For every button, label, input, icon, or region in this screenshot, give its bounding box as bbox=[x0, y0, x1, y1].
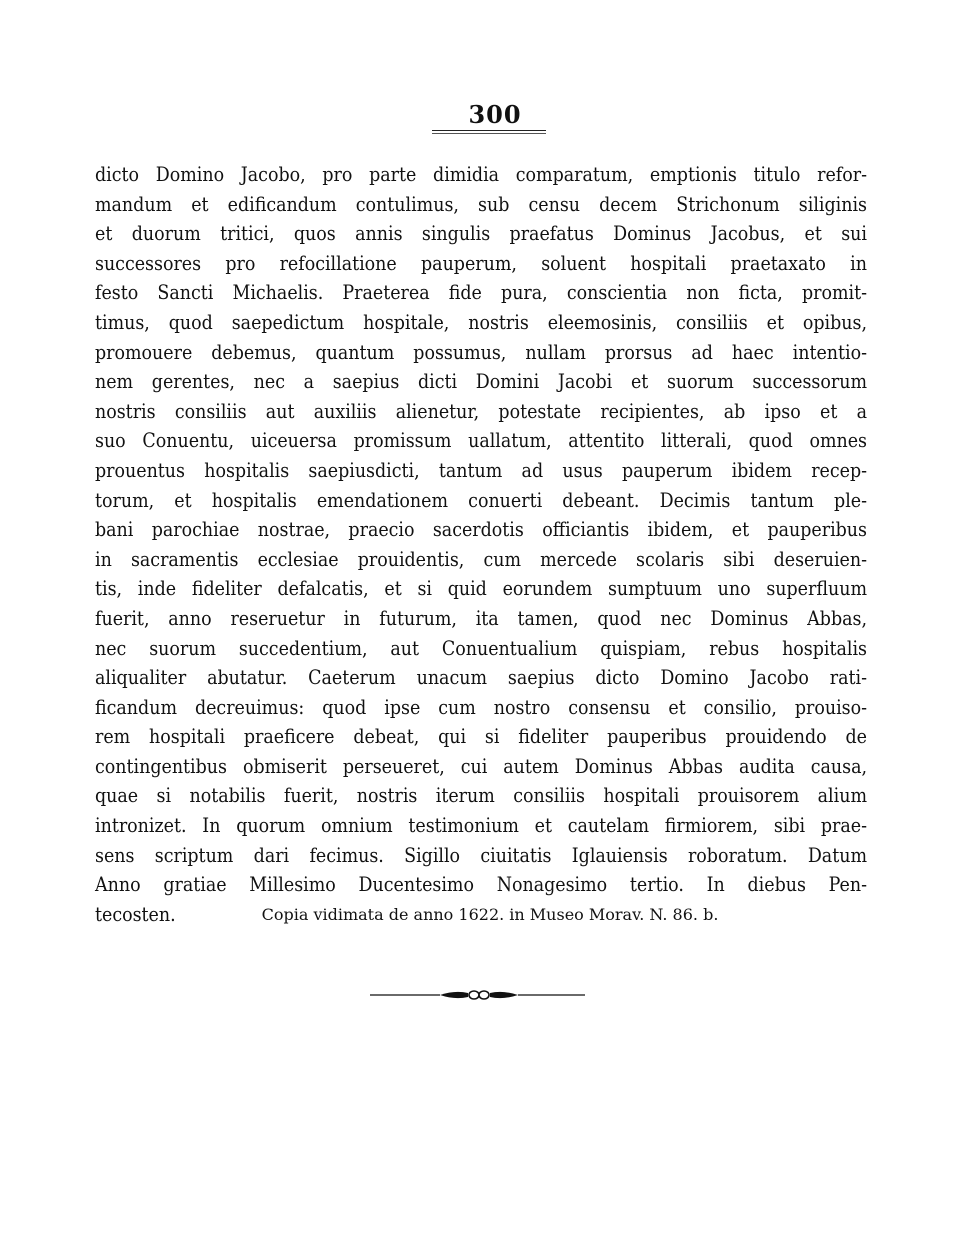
body-text-line: tis, inde fideliter defalcatis, et si quid eorundem sumptuum uno superfluum bbox=[95, 577, 867, 601]
page-number: 300 bbox=[468, 100, 522, 129]
body-text-line: sens scriptum dari fecimus. Sigillo ciuitatis Iglauiensis roboratum. Datum bbox=[95, 843, 867, 867]
body-text-line: contingentibus obmiserit perseueret, cui autem Dominus Abbas audita causa, bbox=[95, 754, 867, 778]
body-text-line: festo Sancti Michaelis. Praeterea fide pura, conscientia non ficta, promit- bbox=[95, 281, 867, 305]
body-text-line: bani parochiae nostrae, praecio sacerdotis officiantis ibidem, et pauperibus bbox=[95, 518, 867, 542]
body-text-line: nem gerentes, nec a saepius dicti Domini Jacobi et suorum successorum bbox=[95, 370, 867, 394]
body-text-line: ficandum decreuimus: quod ipse cum nostro consensu et consilio, prouiso- bbox=[95, 695, 867, 719]
body-text-line: nostris consiliis aut auxiliis alienetur, potestate recipientes, ab ipso et a bbox=[95, 399, 867, 423]
source-note: Copia vidimata de anno 1622. in Museo Morav. N. 86. b. bbox=[261, 905, 719, 924]
body-text-line: aliqualiter abutatur. Caeterum unacum saepius dicto Domino Jacobo rati- bbox=[95, 666, 867, 690]
tailpiece-ornament-icon bbox=[370, 985, 585, 1005]
body-text-line: quae si notabilis fuerit, nostris iterum consiliis hospitali prouisorem alium bbox=[95, 784, 867, 808]
body-text-line: Anno gratiae Millesimo Ducentesimo Nonagesimo tertio. In diebus Pen- bbox=[95, 873, 867, 897]
body-text-line: et duorum tritici, quos annis singulis praefatus Dominus Jacobus, et sui bbox=[95, 222, 867, 246]
body-text-line: successores pro refocillatione pauperum, soluent hospitali praetaxato in bbox=[95, 251, 867, 275]
body-text-line: rem hospitali praeficere debeat, qui si fideliter pauperibus prouidendo de bbox=[95, 725, 867, 749]
body-text-line: promouere debemus, quantum possumus, nullam prorsus ad haec intentio- bbox=[95, 340, 867, 364]
body-text-line: in sacramentis ecclesiae prouidentis, cum mercede scolaris sibi deseruien- bbox=[95, 547, 867, 571]
body-text-line: torum, et hospitalis emendationem conuerti debeant. Decimis tantum ple- bbox=[95, 488, 867, 512]
body-text-line: nec suorum succedentium, aut Conuentualium quispiam, rebus hospitalis bbox=[95, 636, 867, 660]
body-text-line: intronizet. In quorum omnium testimonium et cautelam firmiorem, sibi prae- bbox=[95, 814, 867, 838]
body-text-line: dicto Domino Jacobo, pro parte dimidia comparatum, emptionis titulo refor- bbox=[95, 163, 867, 186]
body-text-line: timus, quod saepedictum hospitale, nostris eleemosinis, consiliis et opibus, bbox=[95, 310, 867, 334]
body-text-line: fuerit, anno reseruetur in futurum, ita tamen, quod nec Dominus Abbas, bbox=[95, 606, 867, 630]
body-text-line: tecosten. bbox=[95, 902, 176, 926]
body-text-line: mandum et edificandum contulimus, sub censu decem Strichonum siliginis bbox=[95, 192, 867, 216]
body-text-line: suo Conuentu, uiceuersa promissum uallatum, attentito litterali, quod omnes bbox=[95, 429, 867, 453]
page-number-rule bbox=[432, 130, 546, 131]
body-text-line: prouentus hospitalis saepiusdicti, tantum ad usus pauperum ibidem recep- bbox=[95, 458, 867, 482]
document-body bbox=[95, 160, 867, 929]
